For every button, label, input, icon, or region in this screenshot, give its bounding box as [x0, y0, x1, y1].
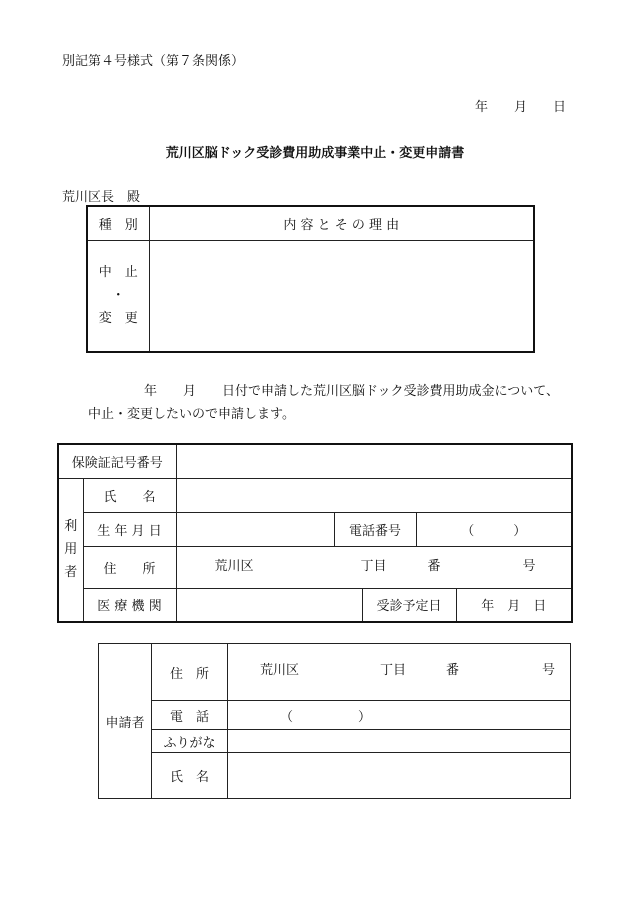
applicant-address-label: 住 所	[152, 644, 228, 701]
page-title: 荒川区脳ドック受診費用助成事業中止・変更申請書	[165, 146, 465, 161]
statement-line2: 中止・変更したいので申請します。	[88, 407, 295, 422]
addressee: 荒川区長 殿	[62, 190, 141, 205]
applicant-table	[98, 643, 571, 799]
applicant-phone-field[interactable]	[228, 701, 571, 730]
applicant-name-field[interactable]	[228, 753, 571, 799]
insurance-field[interactable]	[176, 444, 572, 478]
user-address-ban: 番	[427, 558, 441, 574]
furigana-field[interactable]	[228, 730, 571, 753]
user-table	[57, 443, 573, 623]
applicant-phone-paren: （ ）	[280, 709, 372, 725]
applicant-address-ban: 番	[446, 663, 460, 678]
user-address-ward: 荒川区	[214, 558, 254, 574]
type-header: 種 別	[87, 206, 149, 240]
type-cell	[87, 240, 149, 352]
applicant-group-label: 申請者	[99, 644, 152, 799]
birth-field[interactable]	[176, 512, 334, 546]
user-name-field[interactable]	[176, 478, 572, 512]
user-address-go: 号	[522, 558, 536, 574]
exam-date-label: 受診予定日	[362, 588, 456, 622]
clinic-field[interactable]	[176, 588, 362, 622]
phone-label: 電話番号	[334, 512, 416, 546]
applicant-address-field[interactable]	[228, 644, 571, 701]
applicant-phone-label: 電 話	[152, 701, 228, 730]
reason-table	[86, 205, 535, 353]
reason-header: 内 容 と そ の 理 由	[149, 206, 534, 240]
user-name-label: 氏 名	[83, 478, 176, 512]
furigana-label: ふりがな	[152, 730, 228, 753]
type-change-label: 変 更	[98, 311, 138, 327]
reason-field[interactable]	[149, 240, 534, 352]
insurance-label: 保険証記号番号	[58, 444, 176, 478]
applicant-name-label: 氏 名	[152, 753, 228, 799]
exam-date-field[interactable]: 年 月 日	[456, 588, 572, 622]
phone-field[interactable]: （ ）	[416, 512, 572, 546]
type-cancel-label: 中 止	[98, 265, 138, 281]
form-number: 別記第４号様式（第７条関係）	[62, 54, 245, 69]
applicant-address-chome: 丁目	[380, 663, 407, 678]
date-line: 年 月 日	[475, 100, 567, 115]
clinic-label: 医 療 機 関	[83, 588, 176, 622]
user-address-field[interactable]	[176, 546, 572, 588]
statement-line1: 年 月 日付で申請した荒川区脳ドック受診費用助成金について、	[144, 384, 559, 399]
applicant-address-ward: 荒川区	[260, 663, 300, 678]
user-address-chome: 丁目	[360, 558, 387, 574]
user-group-label: 利 用 者	[58, 478, 83, 622]
user-address-label: 住 所	[83, 546, 176, 588]
applicant-address-go: 号	[542, 663, 556, 678]
birth-label: 生 年 月 日	[83, 512, 176, 546]
type-dot: ・	[111, 288, 125, 304]
